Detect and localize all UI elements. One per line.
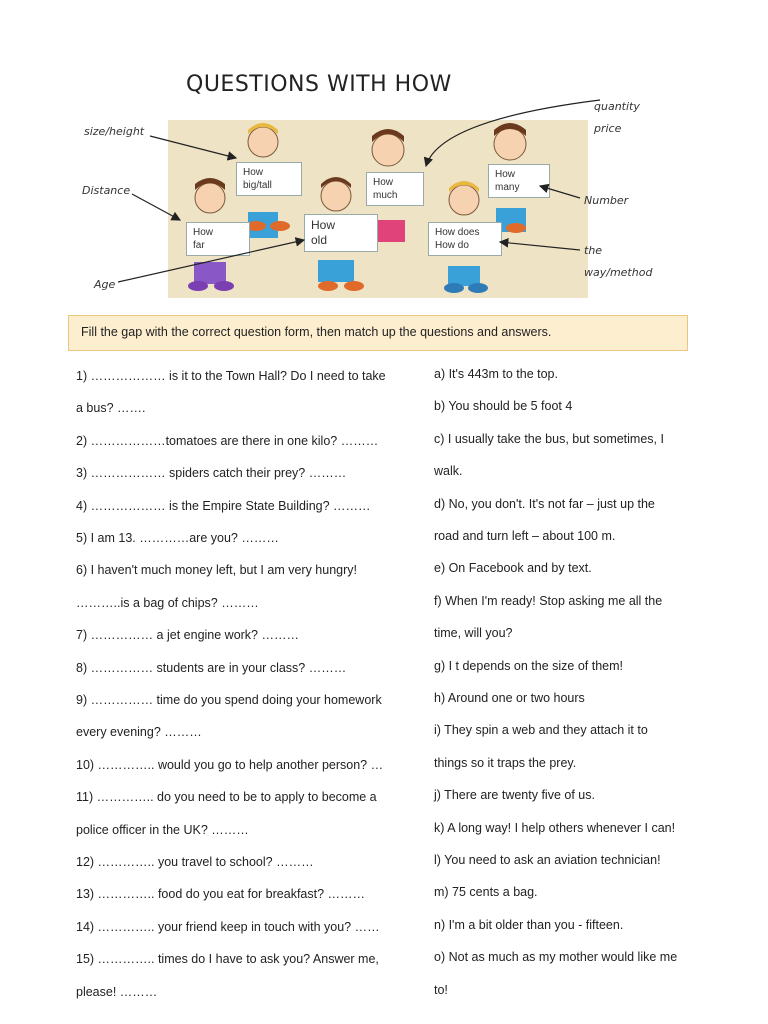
- question-line: 6) I haven't much money left, but I am very hungry!: [76, 563, 357, 578]
- annotation-age: Age: [94, 278, 116, 291]
- annotation-way-method: way/method: [584, 266, 653, 279]
- answer-line: f) When I'm ready! Stop asking me all the: [434, 593, 663, 608]
- question-line: 11) ………….. do you need to be to apply to become a: [76, 790, 377, 805]
- question-line: a bus? …….: [76, 401, 146, 416]
- answer-line: time, will you?: [434, 626, 513, 641]
- answer-line: h) Around one or two hours: [434, 691, 585, 705]
- answer-line: o) Not as much as my mother would like me: [434, 950, 678, 965]
- question-line: 4) ……………… is the Empire State Building? ………: [76, 498, 371, 513]
- answer-line: i) They spin a web and they attach it to: [434, 723, 648, 738]
- annotation-the: the: [584, 244, 603, 257]
- question-line: 8) …………… students are in your class? ………: [76, 660, 347, 675]
- answer-line: l) You need to ask an aviation technician!: [434, 853, 661, 867]
- answer-line: m) 75 cents a bag.: [434, 885, 538, 900]
- label-line: How does: [435, 227, 480, 238]
- question-line: 1) ……………… is it to the Town Hall? Do I need to take: [76, 369, 386, 383]
- label-line: How do: [435, 240, 469, 251]
- answer-line: d) No, you don't. It's not far – just up the: [434, 496, 655, 511]
- label-line: How: [193, 227, 214, 238]
- annotation-size-height: size/height: [84, 125, 145, 138]
- label-line: How: [243, 167, 264, 178]
- question-line: every evening? ………: [76, 725, 202, 740]
- label-line: How: [495, 169, 516, 180]
- answer-line: b) You should be 5 foot 4: [434, 399, 573, 414]
- question-line: 7) …………… a jet engine work? ………: [76, 628, 299, 643]
- label-line: far: [193, 240, 205, 251]
- annotation-distance: Distance: [82, 184, 131, 197]
- label-line: many: [495, 182, 520, 193]
- label-line: How: [311, 218, 336, 232]
- question-line: police officer in the UK? ………: [76, 822, 249, 837]
- label-line: old: [311, 233, 328, 247]
- question-line: 2) ………………tomatoes are there in one kilo? ………: [76, 433, 379, 448]
- answer-line: things so it traps the prey.: [434, 755, 577, 770]
- question-line: 9) …………… time do you spend doing your homework: [76, 693, 382, 707]
- question-line: please! ………: [76, 984, 158, 999]
- annotation-number: Number: [584, 194, 629, 207]
- answer-line: e) On Facebook and by text.: [434, 561, 592, 576]
- answer-line: k) A long way! I help others whenever I can!: [434, 820, 676, 835]
- instruction-box: Fill the gap with the correct question form, then match up the questions and answers.: [68, 315, 688, 351]
- worksheet-title: QUESTIONS WITH HOW: [186, 72, 452, 97]
- question-line: 13) ………….. food do you eat for breakfast? ………: [76, 887, 366, 902]
- answer-line: n) I'm a bit older than you - fifteen.: [434, 917, 624, 932]
- answer-line: j) There are twenty five of us.: [434, 788, 595, 803]
- label-line: big/tall: [243, 180, 272, 191]
- label-line: How: [373, 177, 394, 188]
- annotation-arrows: [0, 0, 768, 320]
- question-line: 3) ……………… spiders catch their prey? ………: [76, 466, 347, 481]
- question-line: ………..is a bag of chips? ………: [76, 595, 259, 610]
- question-line: 12) ………….. you travel to school? ………: [76, 855, 314, 869]
- label-line: much: [373, 190, 398, 201]
- question-line: 10) ………….. would you go to help another person? …: [76, 757, 384, 772]
- question-line: 5) I am 13. …………are you? ………: [76, 531, 279, 545]
- question-line: 14) ………….. your friend keep in touch with you? ……: [76, 919, 380, 934]
- answer-line: road and turn left – about 100 m.: [434, 529, 616, 543]
- answer-line: a) It's 443m to the top.: [434, 367, 558, 381]
- annotation-quantity: quantity: [594, 100, 640, 113]
- answer-line: c) I usually take the bus, but sometimes, I: [434, 431, 664, 446]
- answer-line: to!: [434, 982, 448, 997]
- answer-line: g) I t depends on the size of them!: [434, 658, 624, 673]
- question-line: 15) ………….. times do I have to ask you? Answer me,: [76, 952, 379, 967]
- annotation-price: price: [594, 122, 622, 135]
- answer-line: walk.: [434, 464, 463, 479]
